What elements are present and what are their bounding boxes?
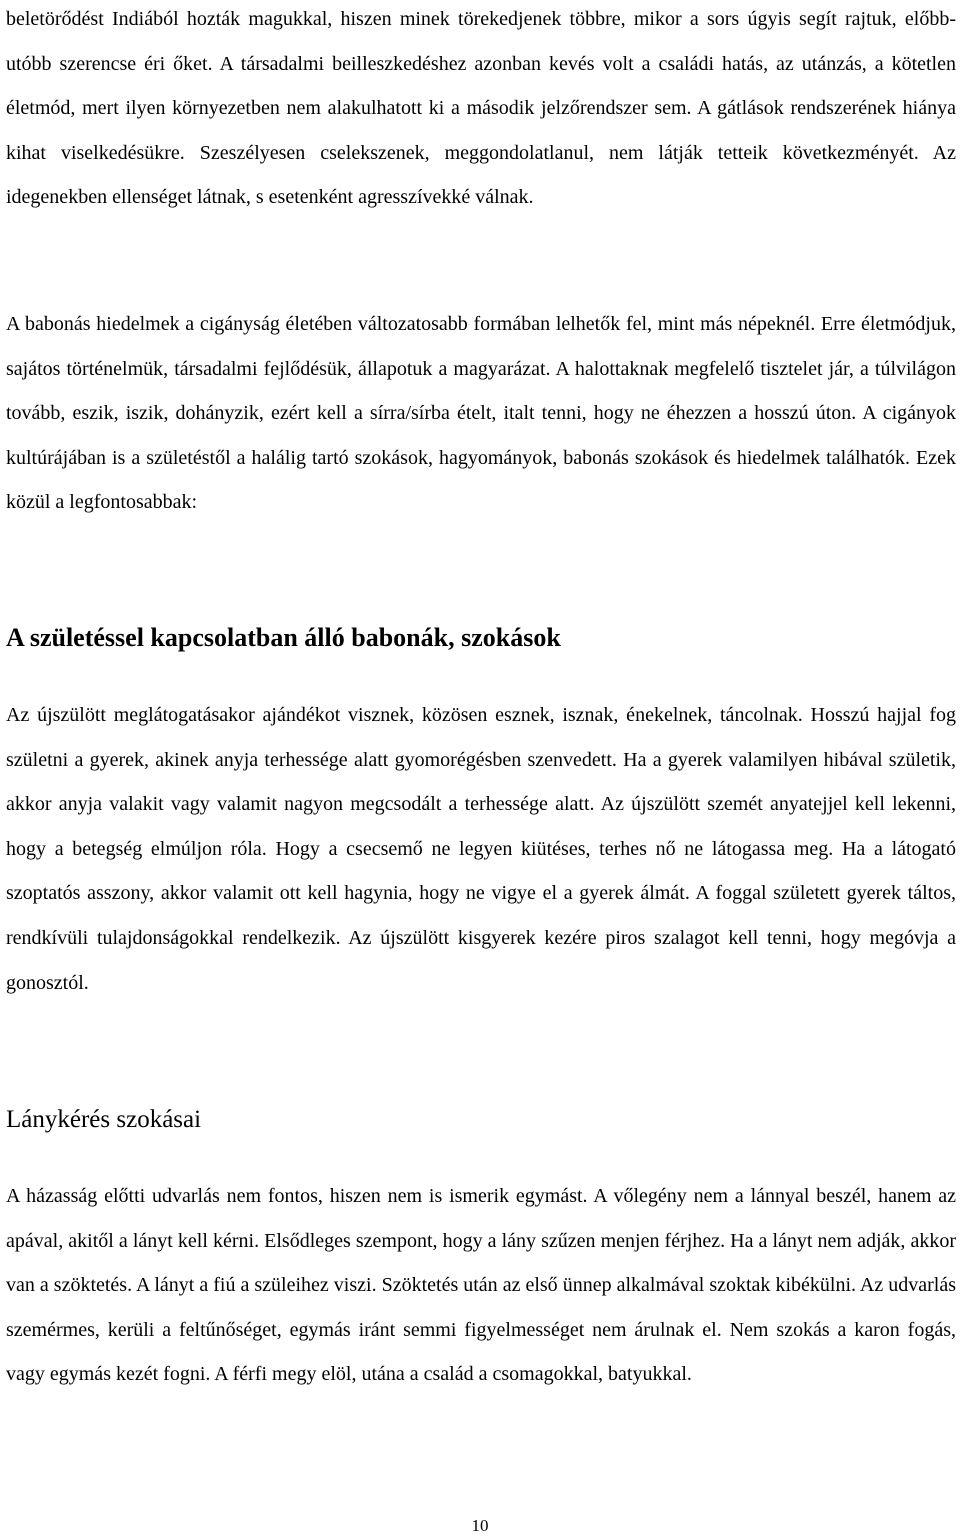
section-heading: A születéssel kapcsolatban álló babonák, szokások	[6, 623, 561, 652]
body-paragraph: A babonás hiedelmek a cigányság életében változatosabb formában lelhetők fel, mint más népeknél. Erre életmódjuk, sajátos történelmük, társadalmi fejlődésük, állapotuk a magyarázat. A halottaknak megfelelő tisztelet jár, a túlvilágon tovább, eszik, iszik, dohányzik, ezért kell a sírra/sírba ételt, italt tenni, hogy ne éhezzen a hosszú úton. A cigányok kultúrájában is a születéstől a halálig tartó szokások, hagyományok, babonás szokások és hiedelmek találhatók. Ezek közül a legfontosabbak:	[6, 313, 956, 514]
body-paragraph: beletörődést Indiából hozták magukkal, hiszen minek törekedjenek többre, mikor a sors úgyis segít rajtuk, előbb-utóbb szerencse éri őket. A társadalmi beilleszkedéshez azonban kevés volt a családi hatás, az utánzás, a kötetlen életmód, mert ilyen környezetben nem alakulhatott ki a második jelzőrendszer sem. A gátlások rendszerének hiánya kihat viselkedésükre. Szeszélyesen cselekszenek, meggondolatlanul, nem látják tetteik következményét. Az idegenekben ellenséget látnak, s esetenként agresszívekké válnak.	[6, 8, 956, 209]
body-paragraph: A házasság előtti udvarlás nem fontos, hiszen nem is ismerik egymást. A vőlegény nem a lánnyal beszél, hanem az apával, akitől a lányt kell kérni. Elsődleges szempont, hogy a lány szűzen menjen férjhez. Ha a lányt nem adják, akkor van a szöktetés. A lányt a fiú a szüleihez viszi. Szöktetés után az első ünnep alkalmával szoktak kibékülni. Az udvarlás szemérmes, kerüli a feltűnőséget, egymás iránt semmi figyelmességet nem árulnak el. Nem szokás a karon fogás, vagy egymás kezét fogni. A férfi megy elöl, utána a család a csomagokkal, batyukkal.	[6, 1185, 956, 1386]
body-paragraph: Az újszülött meglátogatásakor ajándékot visznek, közösen esznek, isznak, énekelnek, táncolnak. Hosszú hajjal fog születni a gyerek, akinek anyja terhessége alatt gyomorégésben szenvedett. Ha a gyerek valamilyen hibával születik, akkor anyja valakit vagy valamit nagyon megcsodált a terhessége alatt. Az újszülött szemét anyatejjel kell lekenni, hogy a betegség elmúljon róla. Hogy a csecsemő ne legyen kiütéses, terhes nő ne látogassa meg. Ha a látogató szoptatós asszony, akkor valamit ott kell hagynia, hogy ne vigye el a gyerek álmát. A foggal született gyerek táltos, rendkívüli tulajdonságokkal rendelkezik. Az újszülött kisgyerek kezére piros szalagot kell tenni, hogy megóvja a gonosztól.	[6, 704, 956, 994]
page-number: 10	[471, 1516, 489, 1535]
section-heading: Lánykérés szokásai	[6, 1106, 202, 1133]
